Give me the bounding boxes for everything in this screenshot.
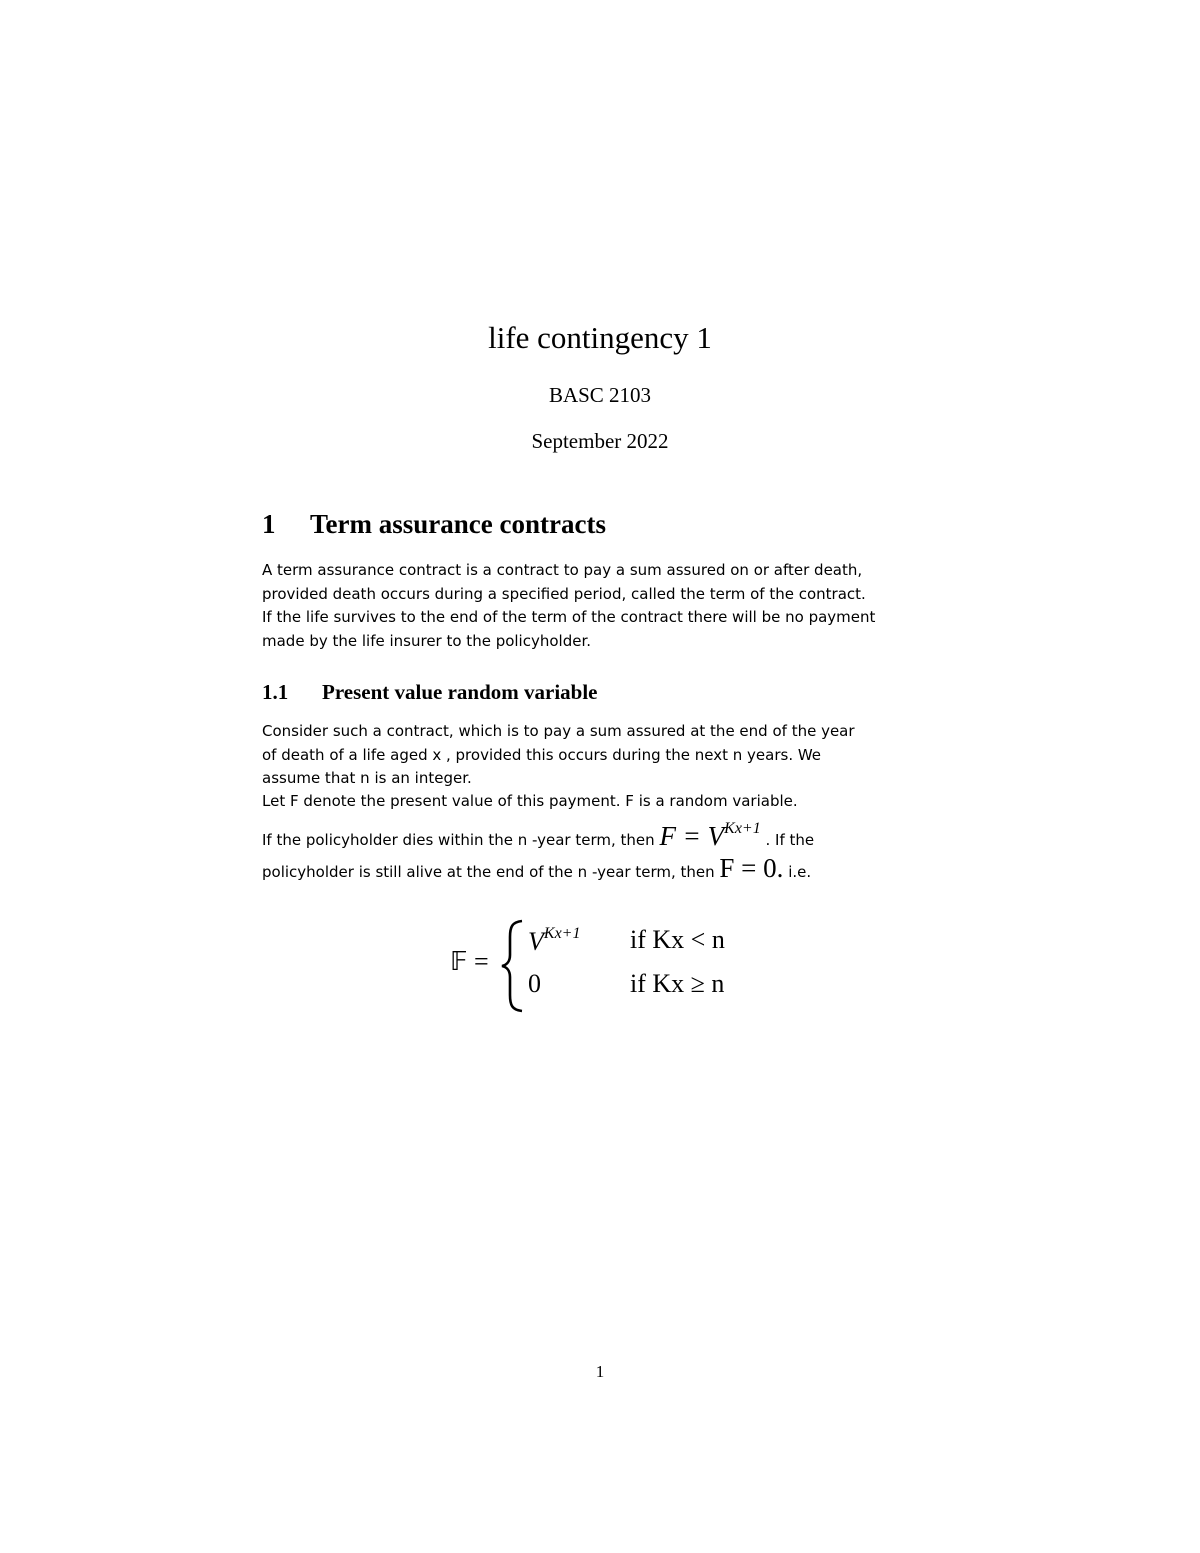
paragraph-contract-description bbox=[262, 720, 938, 791]
case-2-condition: if Kx ≥ n bbox=[630, 969, 725, 998]
subsection-heading-present-value bbox=[262, 677, 598, 707]
text-line: If the life survives to the end of the term of the contract there will be no payment bbox=[262, 608, 876, 626]
section-number: 1 bbox=[262, 509, 276, 539]
paragraph-random-variable bbox=[262, 790, 938, 814]
inline-math-formula: F = 0. bbox=[719, 853, 784, 883]
case-1-value: $V^{Kx+1}$ bbox=[528, 925, 581, 956]
course-code: BASC 2103 bbox=[548, 383, 652, 407]
text-line: assume that n is an integer. bbox=[262, 769, 472, 787]
text-line: A term assurance contract is a contract to pay a sum assured on or after death, bbox=[262, 561, 863, 579]
text-line-with-math bbox=[262, 814, 938, 855]
text-line: of death of a life aged x , provided this occurs during the next n years. We bbox=[262, 745, 822, 764]
document-title: life contingency 1 bbox=[488, 320, 712, 355]
text-line-with-math bbox=[262, 855, 938, 885]
section-heading-term-assurance bbox=[262, 506, 606, 542]
subsection-number: 1.1 bbox=[262, 680, 289, 704]
paragraph-cases bbox=[262, 814, 938, 885]
case-2-value: 0 bbox=[528, 969, 541, 998]
text-fragment: . If the bbox=[765, 831, 815, 849]
case-1-condition: if Kx < n bbox=[630, 925, 725, 954]
text-line: provided death occurs during a specified period, called the term of the contract. bbox=[262, 584, 866, 603]
inline-math-superscript: Kx+1 bbox=[724, 820, 761, 837]
equation-lhs: 𝔽 = bbox=[450, 947, 489, 976]
text-line: Let F denote the present value of this payment. F is a random variable. bbox=[262, 792, 798, 810]
page-number: 1 bbox=[595, 1362, 605, 1381]
piecewise-equation bbox=[450, 915, 790, 1015]
section-title: Term assurance contracts bbox=[310, 509, 606, 539]
left-brace-icon bbox=[500, 919, 526, 1013]
inline-math-formula: F = V bbox=[659, 821, 725, 851]
text-line: Consider such a contract, which is to pay a sum assured at the end of the year bbox=[262, 722, 855, 740]
document-date: September 2022 bbox=[531, 429, 669, 453]
paragraph-term-assurance-definition bbox=[262, 559, 938, 653]
text-fragment: If the policyholder dies within the n -year term, then bbox=[262, 831, 655, 849]
text-line: made by the life insurer to the policyholder. bbox=[262, 631, 592, 650]
subsection-title: Present value random variable bbox=[322, 680, 598, 704]
text-fragment: i.e. bbox=[788, 863, 812, 881]
text-fragment: policyholder is still alive at the end of the n -year term, then bbox=[262, 863, 715, 881]
